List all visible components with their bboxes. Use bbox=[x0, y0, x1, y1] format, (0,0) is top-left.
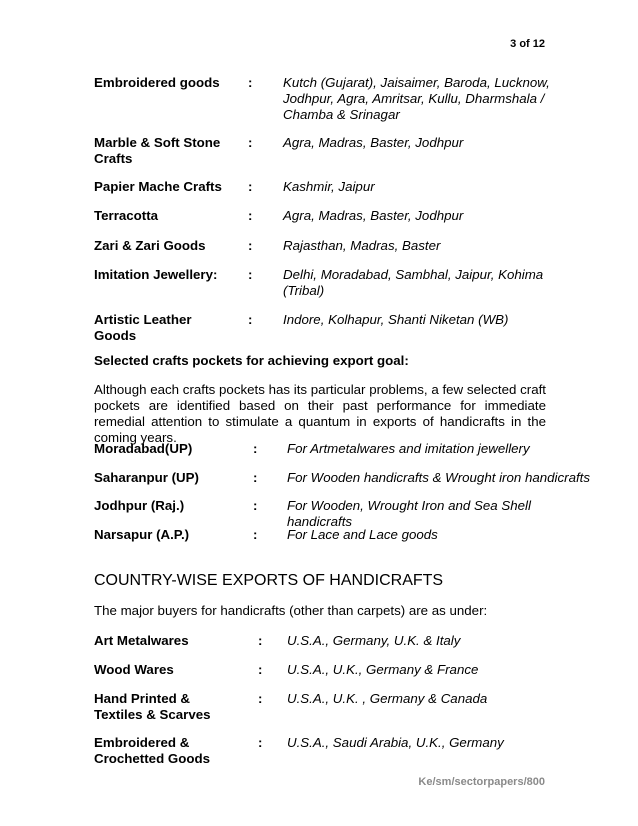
pocket-label: Saharanpur (UP) bbox=[94, 470, 199, 485]
exports-intro: The major buyers for handicrafts (other than carpets) are as under: bbox=[94, 603, 488, 618]
pocket-description: For Wooden, Wrought Iron and Sea Shell handicrafts bbox=[287, 498, 531, 529]
craft-locations: Agra, Madras, Baster, Jodhpur bbox=[283, 135, 464, 150]
craft-label: Marble & Soft Stone Crafts bbox=[94, 135, 221, 166]
separator: : bbox=[258, 633, 263, 648]
pocket-label: Moradabad(UP) bbox=[94, 441, 193, 456]
separator: : bbox=[253, 498, 258, 513]
craft-locations: Kutch (Gujarat), Jaisaimer, Baroda, Lucknow, Jodhpur, Agra, Amritsar, Kullu, Dharmshala / Chamba & Srinagar bbox=[283, 75, 550, 122]
export-label: Wood Wares bbox=[94, 662, 174, 677]
pocket-description: For Artmetalwares and imitation jewellery bbox=[287, 441, 530, 456]
craft-label: Papier Mache Crafts bbox=[94, 179, 222, 194]
export-countries: U.S.A., U.K. , Germany & Canada bbox=[287, 691, 488, 706]
craft-locations: Delhi, Moradabad, Sambhal, Jaipur, Kohima (Tribal) bbox=[283, 267, 544, 298]
separator: : bbox=[248, 238, 253, 253]
separator: : bbox=[248, 312, 253, 327]
export-countries: U.S.A., Germany, U.K. & Italy bbox=[287, 633, 461, 648]
export-label: Embroidered & Crochetted Goods bbox=[94, 735, 210, 766]
exports-title: COUNTRY-WISE EXPORTS OF HANDICRAFTS bbox=[94, 572, 444, 589]
footer-reference: Ke/sm/sectorpapers/800 bbox=[418, 776, 545, 788]
pocket-description: For Lace and Lace goods bbox=[287, 527, 438, 542]
craft-label: Embroidered goods bbox=[94, 75, 220, 90]
craft-label: Imitation Jewellery: bbox=[94, 267, 218, 282]
separator: : bbox=[253, 441, 258, 456]
pocket-label: Narsapur (A.P.) bbox=[94, 527, 190, 542]
pockets-heading: Selected crafts pockets for achieving export goal: bbox=[94, 353, 409, 368]
craft-locations: Agra, Madras, Baster, Jodhpur bbox=[283, 208, 464, 223]
separator: : bbox=[253, 470, 258, 485]
separator: : bbox=[258, 662, 263, 677]
separator: : bbox=[248, 75, 253, 90]
separator: : bbox=[258, 691, 263, 706]
pocket-description: For Wooden handicrafts & Wrought iron handicrafts bbox=[287, 470, 591, 485]
craft-label: Artistic Leather Goods bbox=[94, 312, 192, 343]
craft-locations: Rajasthan, Madras, Baster bbox=[283, 238, 441, 253]
page-number: 3 of 12 bbox=[510, 38, 545, 50]
craft-label: Terracotta bbox=[94, 208, 159, 223]
export-countries: U.S.A., Saudi Arabia, U.K., Germany bbox=[287, 735, 504, 750]
export-label: Hand Printed & Textiles & Scarves bbox=[94, 691, 211, 722]
separator: : bbox=[258, 735, 263, 750]
separator: : bbox=[248, 179, 253, 194]
separator: : bbox=[248, 267, 253, 282]
pocket-label: Jodhpur (Raj.) bbox=[94, 498, 185, 513]
craft-locations: Indore, Kolhapur, Shanti Niketan (WB) bbox=[283, 312, 509, 327]
separator: : bbox=[248, 135, 253, 150]
separator: : bbox=[248, 208, 253, 223]
craft-locations: Kashmir, Jaipur bbox=[283, 179, 375, 194]
separator: : bbox=[253, 527, 258, 542]
export-label: Art Metalwares bbox=[94, 633, 189, 648]
pockets-intro: Although each crafts pockets has its particular problems, a few selected craft pockets are identified based on their past performance for immediate remedial attention to stimulate a quantum in exports of handicrafts in the coming years. bbox=[94, 382, 546, 445]
export-countries: U.S.A., U.K., Germany & France bbox=[287, 662, 479, 677]
craft-label: Zari & Zari Goods bbox=[94, 238, 206, 253]
